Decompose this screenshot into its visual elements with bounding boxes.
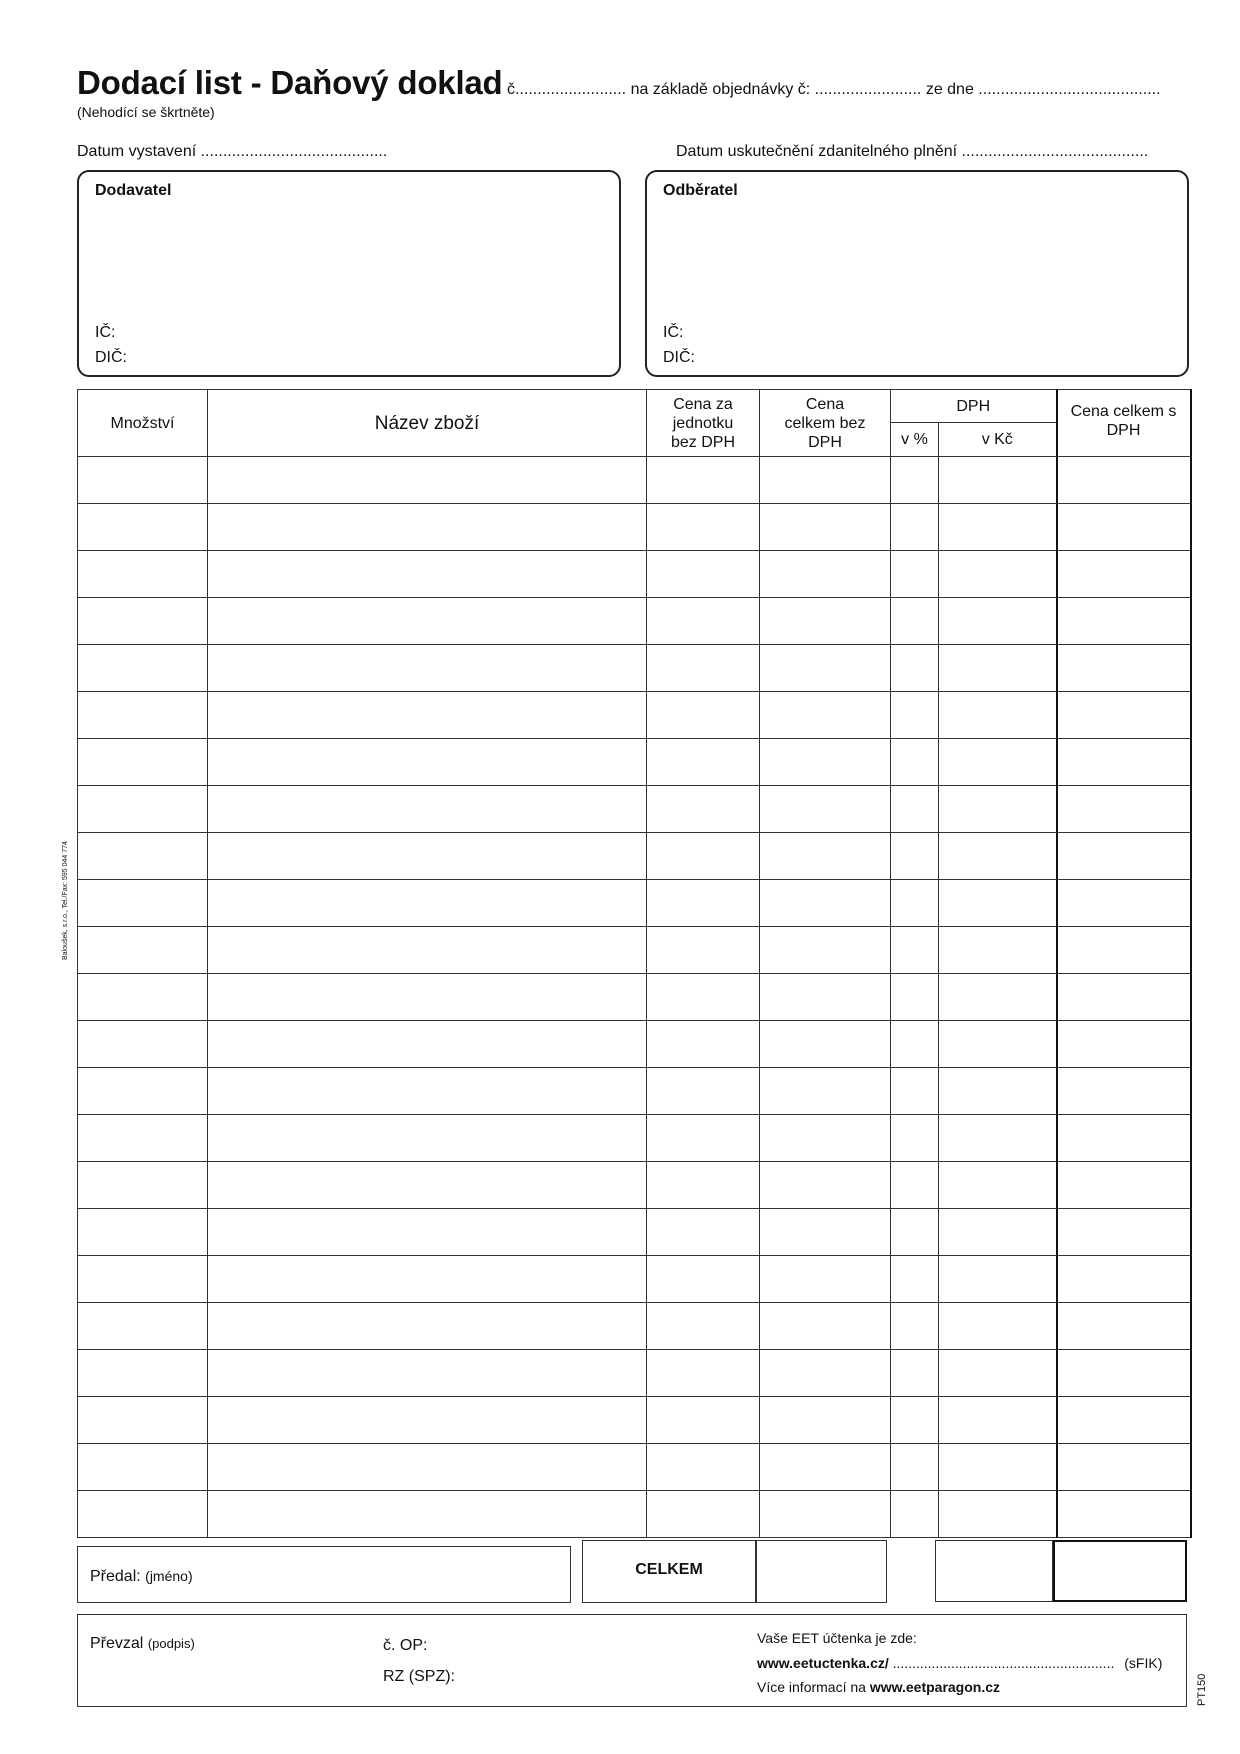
customer-dic-label: DIČ: xyxy=(663,349,695,366)
table-cell[interactable] xyxy=(208,1209,647,1256)
table-cell[interactable] xyxy=(208,1491,647,1538)
eet-sfik: (sFIK) xyxy=(1124,1655,1163,1671)
table-cell[interactable] xyxy=(939,645,1057,692)
eet-url-line xyxy=(757,1655,1162,1671)
table-cell[interactable] xyxy=(760,833,891,880)
supplier-box xyxy=(77,170,621,377)
table-cell[interactable] xyxy=(1057,1209,1191,1256)
table-cell[interactable] xyxy=(208,504,647,551)
table-cell[interactable] xyxy=(208,1350,647,1397)
table-cell[interactable] xyxy=(760,598,891,645)
plate-label: RZ (SPZ): xyxy=(383,1668,455,1685)
table-cell[interactable] xyxy=(78,880,208,927)
table-cell[interactable] xyxy=(891,786,939,833)
table-row xyxy=(78,1021,1191,1068)
table-cell[interactable] xyxy=(647,645,760,692)
table-cell[interactable] xyxy=(891,1491,939,1538)
table-cell[interactable] xyxy=(208,1021,647,1068)
table-row xyxy=(78,1303,1191,1350)
table-cell[interactable] xyxy=(647,457,760,504)
customer-box xyxy=(645,170,1189,377)
total-no-vat-cell xyxy=(756,1540,887,1603)
table-cell[interactable] xyxy=(939,1397,1057,1444)
table-row xyxy=(78,1397,1191,1444)
table-cell[interactable] xyxy=(760,1021,891,1068)
table-cell[interactable] xyxy=(208,645,647,692)
total-label-box xyxy=(582,1540,756,1603)
printer-side-note: Baloušek, s.r.o., Tel./Fax: 595 044 774 xyxy=(62,841,69,960)
col-vat-pct: v % xyxy=(891,423,939,457)
table-cell[interactable] xyxy=(939,504,1057,551)
col-total-no-vat: Cena celkem bez DPH xyxy=(760,390,891,457)
table-cell[interactable] xyxy=(1057,598,1191,645)
table-cell[interactable] xyxy=(939,739,1057,786)
table-cell[interactable] xyxy=(1057,1256,1191,1303)
table-cell[interactable] xyxy=(647,551,760,598)
table-row xyxy=(78,504,1191,551)
table-cell[interactable] xyxy=(1057,1115,1191,1162)
table-cell[interactable] xyxy=(647,692,760,739)
table-cell[interactable] xyxy=(78,645,208,692)
table-cell[interactable] xyxy=(1057,880,1191,927)
table-cell[interactable] xyxy=(891,880,939,927)
table-cell[interactable] xyxy=(891,1115,939,1162)
table-cell[interactable] xyxy=(939,1021,1057,1068)
table-cell[interactable] xyxy=(891,1068,939,1115)
table-cell[interactable] xyxy=(891,833,939,880)
table-cell[interactable] xyxy=(939,1256,1057,1303)
table-cell[interactable] xyxy=(78,739,208,786)
col-unit-price: Cena za jednotku bez DPH xyxy=(647,390,760,457)
table-cell[interactable] xyxy=(891,1021,939,1068)
table-cell[interactable] xyxy=(760,645,891,692)
table-cell[interactable] xyxy=(78,974,208,1021)
table-cell[interactable] xyxy=(208,551,647,598)
col-name: Název zboží xyxy=(208,390,647,457)
table-row xyxy=(78,1209,1191,1256)
table-cell[interactable] xyxy=(891,457,939,504)
table-cell[interactable] xyxy=(891,1350,939,1397)
table-cell[interactable] xyxy=(647,1350,760,1397)
supplier-ic-label: IČ: xyxy=(95,324,116,341)
table-cell[interactable] xyxy=(891,645,939,692)
received-label: Převzal xyxy=(90,1635,144,1652)
table-row xyxy=(78,1444,1191,1491)
table-row xyxy=(78,645,1191,692)
id-card-label: č. OP: xyxy=(383,1637,428,1654)
table-cell[interactable] xyxy=(760,1491,891,1538)
table-cell[interactable] xyxy=(78,504,208,551)
table-cell[interactable] xyxy=(78,1162,208,1209)
eet-more-url: www.eetparagon.cz xyxy=(869,1679,1001,1695)
table-cell[interactable] xyxy=(647,1491,760,1538)
supplier-title: Dodavatel xyxy=(95,182,172,199)
table-cell[interactable] xyxy=(208,692,647,739)
table-row xyxy=(78,880,1191,927)
table-cell[interactable] xyxy=(760,1209,891,1256)
total-vat-czk-cell xyxy=(935,1540,1053,1602)
table-cell[interactable] xyxy=(760,1115,891,1162)
table-cell[interactable] xyxy=(760,974,891,1021)
handed-over-label: Předal: xyxy=(90,1568,141,1585)
form-code: PT150 xyxy=(1196,1673,1208,1706)
table-cell[interactable] xyxy=(78,786,208,833)
table-row xyxy=(78,457,1191,504)
table-cell[interactable] xyxy=(760,739,891,786)
table-cell[interactable] xyxy=(891,504,939,551)
table-cell[interactable] xyxy=(939,1209,1057,1256)
issue-date-field: Datum vystavení .......................................... xyxy=(77,143,388,160)
table-cell[interactable] xyxy=(208,880,647,927)
table-cell[interactable] xyxy=(1057,1303,1191,1350)
table-cell[interactable] xyxy=(1057,692,1191,739)
table-cell[interactable] xyxy=(939,1068,1057,1115)
item-rows xyxy=(78,457,1191,1538)
table-cell[interactable] xyxy=(647,1397,760,1444)
table-cell[interactable] xyxy=(208,1397,647,1444)
table-cell[interactable] xyxy=(208,974,647,1021)
table-cell[interactable] xyxy=(760,1256,891,1303)
table-cell[interactable] xyxy=(208,739,647,786)
table-cell[interactable] xyxy=(760,457,891,504)
table-cell[interactable] xyxy=(939,1444,1057,1491)
table-cell[interactable] xyxy=(760,786,891,833)
table-cell[interactable] xyxy=(760,927,891,974)
eet-dots: ......................................................... xyxy=(892,1655,1115,1671)
table-cell[interactable] xyxy=(760,551,891,598)
table-cell[interactable] xyxy=(1057,833,1191,880)
table-cell[interactable] xyxy=(78,1256,208,1303)
table-cell[interactable] xyxy=(1057,974,1191,1021)
table-cell[interactable] xyxy=(647,1303,760,1350)
table-cell[interactable] xyxy=(78,833,208,880)
document-title: Dodací list - Daňový doklad xyxy=(77,64,503,101)
table-cell[interactable] xyxy=(647,1256,760,1303)
col-vat-czk: v Kč xyxy=(939,423,1057,457)
table-cell[interactable] xyxy=(1057,927,1191,974)
table-cell[interactable] xyxy=(1057,1491,1191,1538)
table-row xyxy=(78,551,1191,598)
table-cell[interactable] xyxy=(78,1350,208,1397)
table-row xyxy=(78,927,1191,974)
table-cell[interactable] xyxy=(891,598,939,645)
table-cell[interactable] xyxy=(208,786,647,833)
table-cell[interactable] xyxy=(891,551,939,598)
table-cell[interactable] xyxy=(78,1115,208,1162)
table-row xyxy=(78,1068,1191,1115)
table-cell[interactable] xyxy=(208,457,647,504)
table-cell[interactable] xyxy=(939,457,1057,504)
table-cell[interactable] xyxy=(78,1491,208,1538)
table-cell[interactable] xyxy=(760,1068,891,1115)
table-cell[interactable] xyxy=(939,974,1057,1021)
table-cell[interactable] xyxy=(760,692,891,739)
table-cell[interactable] xyxy=(1057,551,1191,598)
table-cell[interactable] xyxy=(891,974,939,1021)
table-cell[interactable] xyxy=(1057,1021,1191,1068)
table-cell[interactable] xyxy=(1057,1162,1191,1209)
table-cell[interactable] xyxy=(78,692,208,739)
table-row xyxy=(78,692,1191,739)
table-cell[interactable] xyxy=(1057,786,1191,833)
table-row xyxy=(78,1350,1191,1397)
eet-url: www.eetuctenka.cz/ xyxy=(757,1655,889,1671)
table-row xyxy=(78,1115,1191,1162)
table-cell[interactable] xyxy=(1057,645,1191,692)
col-vat: DPH xyxy=(891,390,1057,423)
table-row xyxy=(78,1491,1191,1538)
table-cell[interactable] xyxy=(1057,1068,1191,1115)
eet-more: Více informací na xyxy=(757,1679,866,1695)
eet-more-line xyxy=(757,1679,1000,1695)
table-cell[interactable] xyxy=(1057,504,1191,551)
table-cell[interactable] xyxy=(891,1162,939,1209)
table-cell[interactable] xyxy=(208,1256,647,1303)
table-cell[interactable] xyxy=(1057,1444,1191,1491)
table-row xyxy=(78,974,1191,1021)
items-table xyxy=(77,389,1192,1538)
table-cell[interactable] xyxy=(647,786,760,833)
table-cell[interactable] xyxy=(760,1162,891,1209)
table-cell[interactable] xyxy=(760,504,891,551)
total-label: CELKEM xyxy=(635,1561,703,1578)
table-cell[interactable] xyxy=(647,739,760,786)
table-cell[interactable] xyxy=(78,927,208,974)
table-cell[interactable] xyxy=(647,1115,760,1162)
table-cell[interactable] xyxy=(647,1068,760,1115)
table-cell[interactable] xyxy=(939,598,1057,645)
table-cell[interactable] xyxy=(891,1303,939,1350)
table-row xyxy=(78,1256,1191,1303)
table-row xyxy=(78,786,1191,833)
table-row xyxy=(78,833,1191,880)
table-cell[interactable] xyxy=(208,1303,647,1350)
receipt-box xyxy=(77,1614,1187,1707)
table-cell[interactable] xyxy=(939,1303,1057,1350)
table-cell[interactable] xyxy=(208,1162,647,1209)
table-cell[interactable] xyxy=(939,927,1057,974)
table-cell[interactable] xyxy=(647,927,760,974)
table-cell[interactable] xyxy=(891,692,939,739)
table-cell[interactable] xyxy=(760,1303,891,1350)
customer-title: Odběratel xyxy=(663,182,738,199)
table-cell[interactable] xyxy=(939,1115,1057,1162)
strike-note: (Nehodící se škrtněte) xyxy=(77,104,215,120)
table-cell[interactable] xyxy=(891,1256,939,1303)
table-cell[interactable] xyxy=(939,692,1057,739)
customer-ic-label: IČ: xyxy=(663,324,684,341)
table-cell[interactable] xyxy=(939,551,1057,598)
table-cell[interactable] xyxy=(939,1162,1057,1209)
table-cell[interactable] xyxy=(760,880,891,927)
table-cell[interactable] xyxy=(1057,739,1191,786)
taxable-date-field: Datum uskutečnění zdanitelného plnění .......................................... xyxy=(676,143,1149,160)
table-cell[interactable] xyxy=(647,1209,760,1256)
table-cell[interactable] xyxy=(78,1209,208,1256)
table-cell[interactable] xyxy=(647,833,760,880)
table-cell[interactable] xyxy=(647,1162,760,1209)
table-cell[interactable] xyxy=(647,1444,760,1491)
supplier-dic-label: DIČ: xyxy=(95,349,127,366)
table-cell[interactable] xyxy=(647,880,760,927)
table-cell[interactable] xyxy=(208,1444,647,1491)
table-cell[interactable] xyxy=(1057,1397,1191,1444)
document-title-line xyxy=(77,64,1161,102)
table-cell[interactable] xyxy=(939,1350,1057,1397)
total-with-vat-cell xyxy=(1053,1540,1187,1602)
table-cell[interactable] xyxy=(939,880,1057,927)
table-cell[interactable] xyxy=(78,457,208,504)
handed-over-note: (jméno) xyxy=(145,1568,193,1584)
table-cell[interactable] xyxy=(78,1021,208,1068)
table-cell[interactable] xyxy=(891,1397,939,1444)
table-cell[interactable] xyxy=(891,927,939,974)
table-cell[interactable] xyxy=(1057,1350,1191,1397)
table-cell[interactable] xyxy=(647,1021,760,1068)
table-cell[interactable] xyxy=(78,551,208,598)
document-number-field: č......................... na základě objednávky č: ........................ ze dne ......................................... xyxy=(506,81,1161,98)
table-cell[interactable] xyxy=(891,739,939,786)
table-row xyxy=(78,739,1191,786)
table-cell[interactable] xyxy=(760,1397,891,1444)
table-cell[interactable] xyxy=(891,1209,939,1256)
table-cell[interactable] xyxy=(939,786,1057,833)
table-cell[interactable] xyxy=(939,1491,1057,1538)
received-note: (podpis) xyxy=(147,1636,195,1651)
table-cell[interactable] xyxy=(78,1068,208,1115)
table-row xyxy=(78,1162,1191,1209)
eet-line1: Vaše EET účtenka je zde: xyxy=(757,1630,917,1646)
table-cell[interactable] xyxy=(939,833,1057,880)
table-cell[interactable] xyxy=(78,1397,208,1444)
table-cell[interactable] xyxy=(208,598,647,645)
table-cell[interactable] xyxy=(78,598,208,645)
table-cell[interactable] xyxy=(78,1303,208,1350)
table-cell[interactable] xyxy=(760,1444,891,1491)
handed-over-box xyxy=(77,1546,571,1603)
col-total-vat: Cena celkem s DPH xyxy=(1057,390,1191,457)
table-cell[interactable] xyxy=(78,1444,208,1491)
table-cell[interactable] xyxy=(208,1068,647,1115)
table-cell[interactable] xyxy=(208,833,647,880)
table-cell[interactable] xyxy=(891,1444,939,1491)
table-cell[interactable] xyxy=(208,927,647,974)
table-cell[interactable] xyxy=(647,598,760,645)
table-cell[interactable] xyxy=(760,1350,891,1397)
table-row xyxy=(78,598,1191,645)
table-cell[interactable] xyxy=(208,1115,647,1162)
table-cell[interactable] xyxy=(647,974,760,1021)
table-cell[interactable] xyxy=(1057,457,1191,504)
col-quantity: Množství xyxy=(78,390,208,457)
table-cell[interactable] xyxy=(647,504,760,551)
